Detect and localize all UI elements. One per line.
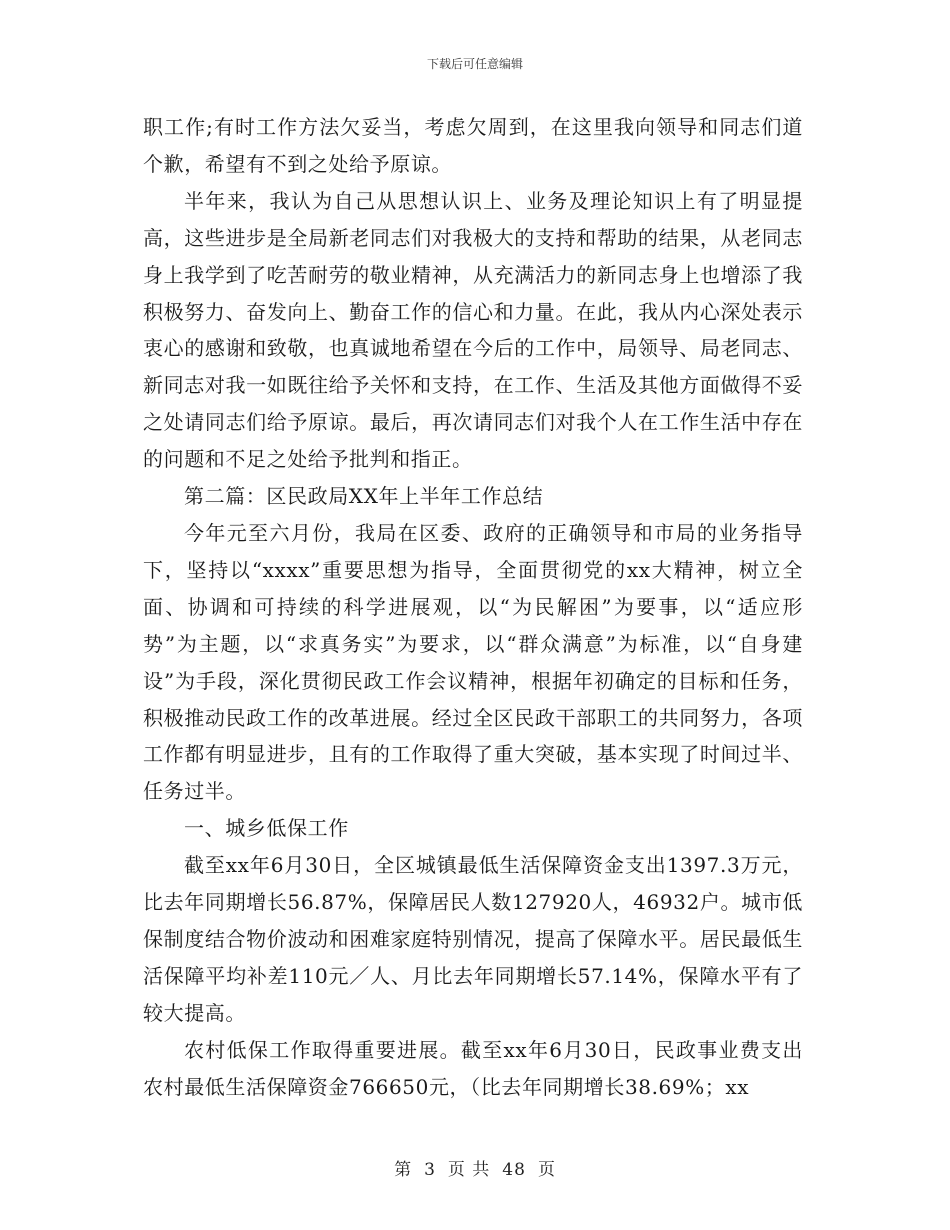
page-total: 48 [502, 1160, 526, 1180]
paragraph: 职工作;有时工作方法欠妥当，考虑欠周到，在这里我向领导和同志们道个歉，希望有不到之处给予原谅。 [143, 115, 803, 176]
paragraph: 截至xx年6月30日，全区城镇最低生活保障资金支出1397.3万元，比去年同期增长56.87%，保障居民人数127920人，46932户。城市低保制度结合物价波动和困难家庭特别情况，提高了保障水平。居民最低生活保障平均补差110元／人、月比去年同期增长57.14%，保障水平有了较大提高。 [143, 853, 803, 1025]
page-middle: 页 共 [447, 1160, 491, 1180]
paragraph: 半年来，我认为自己从思想认识上、业务及理论知识上有了明显提高，这些进步是全局新老同志们对我极大的支持和帮助的结果，从老同志身上我学到了吃苦耐劳的敬业精神，从充满活力的新同志身上也增添了我积极努力、奋发向上、勤奋工作的信心和力量。在此，我从内心深处表示衷心的感谢和致敬，也真诚地希望在今后的工作中，局领导、局老同志、新同志对我一如既往给予关怀和支持，在工作、生活及其他方面做得不妥之处请同志们给予原谅。最后，再次请同志们对我个人在工作生活中存在的问题和不足之处给予批判和指正。 [143, 188, 803, 472]
page-footer [0, 1155, 950, 1180]
page-suffix: 页 [537, 1160, 556, 1180]
header-note: 下载后可任意编辑 [426, 57, 523, 71]
section-heading: 第二篇：区民政局XX年上半年工作总结 [184, 484, 544, 509]
paragraph: 今年元至六月份，我局在区委、政府的正确领导和市局的业务指导下，坚持以“xxxx”重要思想为指导，全面贯彻党的xx大精神，树立全面、协调和可持续的科学进展观，以“为民解困”为要事，以“适应形势”为主题，以“求真务实”为要求，以“群众满意”为标准，以“自身建设”为手段，深化贯彻民政工作会议精神，根据年初确定的目标和任务，积极推动民政工作的改革进展。经过全区民政干部职工的共同努力，各项工作都有明显进步，且有的工作取得了重大突破，基本实现了时间过半、任务过半。 [143, 520, 803, 804]
document-body [143, 109, 803, 1105]
subsection-heading: 一、城乡低保工作 [184, 816, 349, 841]
paragraph: 农村低保工作取得重要进展。截至xx年6月30日，民政事业费支出农村最低生活保障资金766650元，（比去年同期增长38.69%；xx [143, 1037, 803, 1099]
page-number: 3 [424, 1160, 436, 1180]
page-prefix: 第 [394, 1160, 413, 1180]
